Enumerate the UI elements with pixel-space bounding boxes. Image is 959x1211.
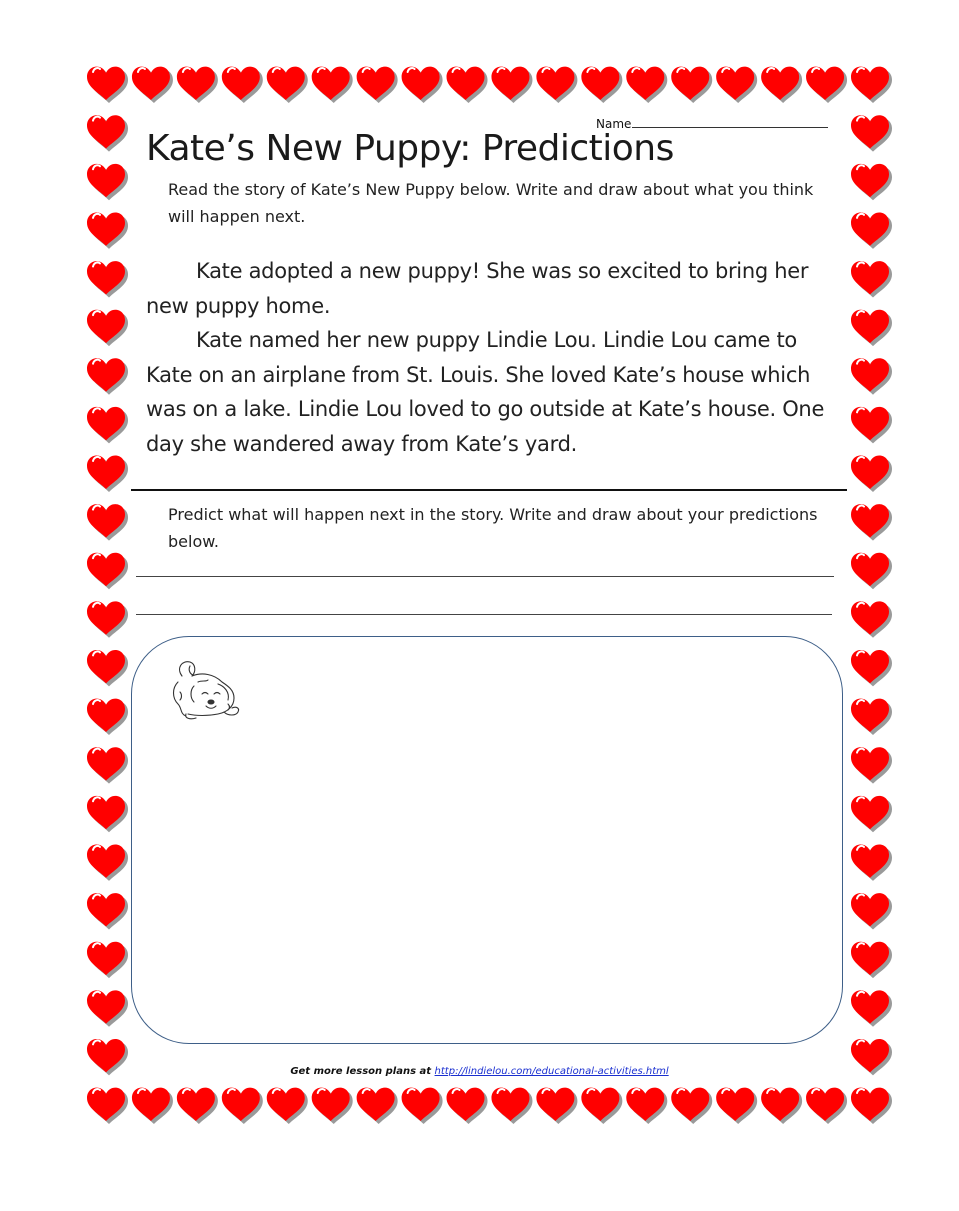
predict-instruction: Predict what will happen next in the story. Write and draw about your predictions below. (168, 505, 818, 551)
heart-icon (536, 67, 577, 103)
puppy-sketch-icon (168, 656, 244, 722)
heart-icon (851, 212, 892, 248)
heart-icon (851, 747, 892, 783)
heart-icon (87, 504, 128, 540)
heart-icon (177, 1088, 218, 1124)
heart-icon (402, 67, 443, 103)
heart-icon (491, 67, 532, 103)
heart-icon (87, 553, 128, 589)
heart-icon (851, 650, 892, 686)
heart-icon (177, 67, 218, 103)
heart-icon (87, 164, 128, 200)
heart-icon (447, 1088, 488, 1124)
heart-icon (806, 1088, 847, 1124)
heart-icon (851, 942, 892, 978)
heart-icon (851, 67, 892, 103)
heart-icon (851, 407, 892, 443)
heart-icon (851, 893, 892, 929)
heart-icon (222, 67, 263, 103)
heart-icon (87, 942, 128, 978)
heart-icon (851, 310, 892, 346)
heart-icon (87, 358, 128, 394)
heart-icon (536, 1088, 577, 1124)
heart-icon (87, 407, 128, 443)
heart-icon (851, 601, 892, 637)
heart-icon (671, 1088, 712, 1124)
story-paragraph: Kate adopted a new puppy! She was so excited to bring her new puppy home. (146, 259, 809, 318)
heart-icon (761, 1088, 802, 1124)
story-paragraph: Kate named her new puppy Lindie Lou. Lindie Lou came to Kate on an airplane from St. Louis. She loved Kate’s house which was on a lake. Lindie Lou loved to go outside at Kate’s house. One day she wandered away from Kate’s yard. (146, 328, 825, 456)
heart-icon (626, 1088, 667, 1124)
footer (0, 1066, 959, 1077)
heart-icon (447, 67, 488, 103)
name-blank-line[interactable] (632, 116, 828, 128)
heart-icon (267, 1088, 308, 1124)
heart-icon (132, 67, 173, 103)
footer-text: Get more lesson plans at (290, 1066, 432, 1077)
heart-icon (402, 1088, 443, 1124)
heart-icon (761, 67, 802, 103)
heart-icon (87, 456, 128, 492)
heart-icon (851, 164, 892, 200)
heart-icon (851, 990, 892, 1026)
heart-icon (716, 67, 757, 103)
story-text (146, 254, 836, 461)
heart-icon (851, 1088, 892, 1124)
heart-icon (87, 310, 128, 346)
intro-instruction: Read the story of Kate’s New Puppy below. Write and draw about what you think will happen next. (168, 180, 814, 226)
page-title: Kate’s New Puppy: Predictions (146, 128, 674, 169)
heart-icon (312, 67, 353, 103)
heart-icon (851, 261, 892, 297)
name-label: Name (596, 117, 632, 131)
heart-icon (491, 1088, 532, 1124)
heart-icon (626, 67, 667, 103)
heart-icon (581, 67, 622, 103)
heart-icon (87, 845, 128, 881)
heart-icon (851, 504, 892, 540)
heart-icon (671, 67, 712, 103)
heart-icon (357, 67, 398, 103)
writing-line[interactable] (136, 576, 834, 577)
footer-link[interactable]: http://lindielou.com/educational-activities.html (434, 1066, 669, 1077)
heart-icon (87, 990, 128, 1026)
heart-icon (87, 796, 128, 832)
heart-icon (87, 699, 128, 735)
heart-icon (87, 1088, 128, 1124)
heart-icon (132, 1088, 173, 1124)
heart-icon (581, 1088, 622, 1124)
heart-icon (806, 67, 847, 103)
heart-icon (87, 212, 128, 248)
writing-line[interactable] (136, 614, 832, 615)
heart-icon (357, 1088, 398, 1124)
heart-icon (851, 553, 892, 589)
heart-icon (851, 796, 892, 832)
heart-icon (222, 1088, 263, 1124)
heart-icon (851, 115, 892, 151)
heart-icon (87, 67, 128, 103)
heart-icon (312, 1088, 353, 1124)
heart-icon (267, 67, 308, 103)
section-divider (131, 489, 847, 491)
heart-icon (87, 261, 128, 297)
heart-icon (851, 845, 892, 881)
heart-icon (87, 650, 128, 686)
heart-icon (851, 358, 892, 394)
heart-icon (87, 115, 128, 151)
heart-icon (87, 747, 128, 783)
heart-icon (851, 699, 892, 735)
heart-icon (87, 893, 128, 929)
heart-icon (851, 456, 892, 492)
heart-icon (716, 1088, 757, 1124)
heart-icon (87, 601, 128, 637)
